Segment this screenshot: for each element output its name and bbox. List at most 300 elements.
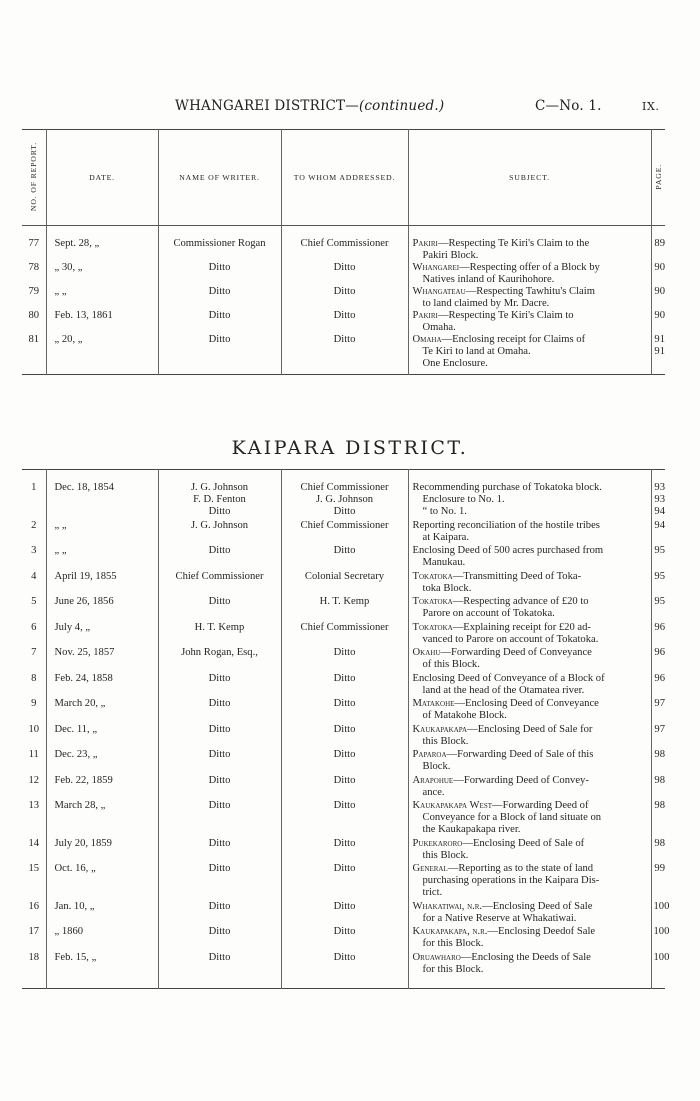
addressee (281, 520, 408, 546)
addressee (281, 775, 408, 801)
cell-line: Ditto (333, 723, 356, 735)
place-name: Pakiri (412, 310, 438, 321)
cell-line: Natives inland of Kaurihohore. (422, 274, 555, 285)
addressee (281, 596, 408, 622)
place-name: Paparoa (412, 749, 447, 760)
cell-line: to land claimed by Mr. Dacre. (422, 298, 550, 309)
report-date: March 28, „ (46, 800, 158, 838)
cell-line: Ditto (208, 900, 231, 912)
table-row (22, 520, 665, 546)
cell-line: Tokatoka—Explaining receipt for £20 ad- (412, 621, 591, 633)
table-row (22, 952, 665, 989)
cell-line: Te Kiri to land at Omaha. (422, 346, 531, 357)
table-row (22, 334, 665, 375)
report-date: Sept. 28, „ (46, 226, 158, 263)
cell-line: “ to No. 1. (422, 506, 467, 517)
cell-line: Ditto (208, 286, 231, 297)
cell-line: 91 (654, 346, 665, 357)
cell-line: Chief Commissioner (300, 482, 389, 493)
report-number: 12 (22, 775, 46, 801)
report-date: Feb. 22, 1859 (46, 775, 158, 801)
cell-line: Whangateau—Respecting Tawhitu's Claim (412, 286, 595, 297)
writer-name (158, 545, 281, 571)
cell-line: Ditto (333, 310, 356, 321)
cell-line: 96 (654, 621, 665, 633)
report-date: „ „ (46, 545, 158, 571)
report-number: 18 (22, 952, 46, 989)
col-header-subject: SUBJECT. (408, 130, 651, 226)
cell-line: of Matakohe Block. (422, 710, 507, 721)
cell-line: J. G. Johnson (190, 482, 249, 493)
subject (408, 673, 651, 699)
cell-line: Ditto (208, 262, 231, 273)
cell-line: 100 (653, 900, 670, 912)
cell-line: 95 (654, 545, 665, 556)
report-date: July 20, 1859 (46, 838, 158, 864)
writer-name (158, 749, 281, 775)
report-number: 2 (22, 520, 46, 546)
writer-name (158, 698, 281, 724)
addressee (281, 926, 408, 952)
table-row (22, 310, 665, 334)
subject (408, 901, 651, 927)
place-name: Okahu (412, 647, 441, 658)
addressee (281, 334, 408, 375)
cell-line: 95 (654, 570, 665, 582)
cell-line: Ditto (333, 749, 356, 760)
cell-line: 97 (654, 698, 665, 709)
report-date: „ 20, „ (46, 334, 158, 375)
cell-line: vanced to Parore on account of Tokatoka. (422, 633, 599, 645)
cell-line: land at the head of the Otamatea river. (422, 684, 585, 696)
place-name: Kaukapakapa, n.r. (412, 926, 488, 937)
addressee (281, 310, 408, 334)
cell-line: 89 (654, 238, 665, 249)
writer-name (158, 724, 281, 750)
subject (408, 470, 651, 520)
report-number: 10 (22, 724, 46, 750)
report-number: 77 (22, 226, 46, 263)
cell-line: Ditto (333, 800, 356, 811)
addressee (281, 470, 408, 520)
report-date: Nov. 25, 1857 (46, 647, 158, 673)
cell-line: purchasing operations in the Kaipara Dis- (422, 875, 600, 886)
page-ref (651, 545, 665, 571)
cell-line: 96 (654, 672, 665, 684)
page-ref (651, 673, 665, 699)
cell-line: Enclosure to No. 1. (422, 494, 505, 505)
report-date: June 26, 1856 (46, 596, 158, 622)
place-name: Tokatoka (412, 570, 453, 582)
writer-name (158, 800, 281, 838)
place-name: Whangateau (412, 286, 466, 297)
cell-line: Kaukapakapa—Enclosing Deed of Sale for (412, 723, 593, 735)
cell-line: Enclosing Deed of Conveyance of a Block of (412, 672, 605, 684)
cell-line: Ditto (333, 837, 356, 849)
page-ref (651, 226, 665, 263)
writer-name (158, 226, 281, 263)
cell-line: Ditto (333, 951, 356, 963)
cell-line: Pakiri—Respecting Te Kiri's Claim to the (412, 238, 590, 249)
addressee (281, 800, 408, 838)
cell-line: 98 (654, 837, 665, 849)
cell-line: 97 (654, 723, 665, 735)
cell-line: Matakohe—Enclosing Deed of Conveyance (412, 698, 599, 709)
table-row (22, 622, 665, 648)
cell-line: Ditto (208, 837, 231, 849)
cell-line: 95 (654, 596, 665, 607)
report-date: Dec. 18, 1854 (46, 470, 158, 520)
page-ref (651, 334, 665, 375)
report-date: Feb. 24, 1858 (46, 673, 158, 699)
writer-name (158, 952, 281, 989)
page-number: IX. (642, 100, 660, 113)
report-number: 79 (22, 286, 46, 310)
cell-line: Ditto (208, 774, 231, 786)
cell-line: Ditto (333, 286, 356, 297)
table-row (22, 926, 665, 952)
cell-line: H. T. Kemp (319, 596, 370, 607)
writer-name (158, 647, 281, 673)
addressee (281, 571, 408, 597)
cell-line: for a Native Reserve at Whakatiwai. (422, 912, 577, 924)
cell-line: Kaukapakapa West—Forwarding Deed of (412, 800, 589, 811)
writer-name (158, 596, 281, 622)
place-name: Matakohe (412, 698, 455, 709)
page-ref (651, 800, 665, 838)
report-date: „ 30, „ (46, 262, 158, 286)
cell-line: Omaha—Enclosing receipt for Claims of (412, 334, 586, 345)
table-row (22, 901, 665, 927)
cell-line: Ditto (208, 596, 231, 607)
table-row (22, 800, 665, 838)
page-ref (651, 926, 670, 952)
place-name: Arapohue (412, 774, 454, 786)
place-name: Whakatiwai, n.r. (412, 900, 483, 912)
cell-line: Ditto (333, 900, 356, 912)
subject (408, 800, 651, 838)
report-number: 80 (22, 310, 46, 334)
cell-line: Ditto (208, 698, 231, 709)
cell-line: Ditto (333, 672, 356, 684)
cell-line: Ditto (208, 545, 231, 556)
cell-line: Whangarei—Respecting offer of a Block by (412, 262, 600, 273)
cell-line: Ditto (333, 545, 356, 556)
place-name: Tokatoka (412, 621, 453, 633)
table-row (22, 262, 665, 286)
cell-line: John Rogan, Esq., (181, 647, 258, 658)
cell-line: Enclosing Deed of 500 acres purchased from (412, 545, 604, 556)
page-ref (651, 724, 665, 750)
cell-line: Tokatoka—Transmitting Deed of Toka- (412, 570, 582, 582)
subject (408, 596, 651, 622)
cell-line: Ditto (208, 749, 231, 760)
page-title (175, 98, 444, 114)
table-row (22, 226, 665, 263)
title-main: WHANGAREI DISTRICT— (175, 98, 359, 114)
page-ref (651, 749, 665, 775)
table-row (22, 838, 665, 864)
subject (408, 334, 651, 375)
cell-line: 91 (654, 334, 665, 345)
cell-line: 98 (654, 774, 665, 786)
page-ref (651, 838, 665, 864)
writer-name (158, 926, 281, 952)
place-name: Tokatoka (412, 596, 453, 607)
subject (408, 622, 651, 648)
report-date: Feb. 15, „ (46, 952, 158, 989)
writer-name (158, 262, 281, 286)
cell-line: Colonial Secretary (304, 570, 385, 582)
cell-line: 98 (654, 800, 665, 811)
cell-line: Ditto (333, 262, 356, 273)
subject (408, 775, 651, 801)
cell-line: 100 (653, 951, 670, 963)
addressee (281, 838, 408, 864)
addressee (281, 698, 408, 724)
cell-line: Omaha. (422, 322, 456, 333)
report-number: 1 (22, 470, 46, 520)
writer-name (158, 334, 281, 375)
cell-line: Tokatoka—Respecting advance of £20 to (412, 596, 589, 607)
cell-line: Ditto (208, 506, 231, 517)
subject (408, 310, 651, 334)
cell-line: Ditto (333, 926, 356, 937)
cell-line: Okahu—Forwarding Deed of Conveyance (412, 647, 592, 658)
place-name: Pukekaroro (412, 837, 463, 849)
report-date: April 19, 1855 (46, 571, 158, 597)
report-number: 3 (22, 545, 46, 571)
cell-line: 93 (654, 494, 665, 505)
report-number: 17 (22, 926, 46, 952)
writer-name (158, 838, 281, 864)
addressee (281, 952, 408, 989)
cell-line: Chief Commissioner (175, 570, 264, 582)
cell-line: Ditto (333, 863, 356, 874)
writer-name (158, 622, 281, 648)
cell-line: Block. (422, 761, 451, 772)
table-row (22, 775, 665, 801)
cell-line: Ditto (208, 672, 231, 684)
cell-line: Ditto (208, 334, 231, 345)
report-number: 14 (22, 838, 46, 864)
col-header-date: DATE. (46, 130, 158, 226)
page-ref (651, 775, 665, 801)
cell-line: Parore on account of Tokatoka. (422, 608, 555, 619)
cell-line: Ditto (333, 698, 356, 709)
cell-line: 94 (654, 506, 665, 517)
subject (408, 749, 651, 775)
cell-line: the Kaukapakapa river. (422, 824, 521, 835)
subject (408, 698, 651, 724)
cell-line: Arapohue—Forwarding Deed of Convey- (412, 774, 589, 786)
subject (408, 926, 651, 952)
cell-line: trict. (422, 887, 443, 898)
addressee (281, 545, 408, 571)
addressee (281, 863, 408, 901)
place-name: Whangarei (412, 262, 460, 273)
writer-name (158, 863, 281, 901)
report-date: July 4, „ (46, 622, 158, 648)
cell-line: 90 (654, 310, 665, 321)
subject (408, 520, 651, 546)
cell-line: Ditto (333, 506, 356, 517)
cell-line: Ditto (333, 334, 356, 345)
page-ref (651, 596, 665, 622)
cell-line: Pukekaroro—Enclosing Deed of Sale of (412, 837, 585, 849)
page-ref (651, 470, 665, 520)
page-ref (651, 622, 665, 648)
report-number: 7 (22, 647, 46, 673)
cell-line: Ditto (208, 863, 231, 874)
cell-line: 94 (654, 519, 665, 531)
cell-line: Paparoa—Forwarding Deed of Sale of this (412, 749, 594, 760)
page-ref (651, 262, 665, 286)
addressee (281, 673, 408, 699)
table-row (22, 596, 665, 622)
place-name: Pakiri (412, 238, 438, 249)
table-row (22, 571, 665, 597)
cell-line: Oruawharo—Enclosing the Deeds of Sale (412, 951, 591, 963)
report-date: Jan. 10, „ (46, 901, 158, 927)
writer-name (158, 286, 281, 310)
cell-line: Pakiri Block. (422, 250, 479, 261)
cell-line: Chief Commissioner (300, 238, 389, 249)
cell-line: 99 (654, 863, 665, 874)
report-date: Dec. 23, „ (46, 749, 158, 775)
report-date: Feb. 13, 1861 (46, 310, 158, 334)
cell-line: Whakatiwai, n.r.—Enclosing Deed of Sale (412, 900, 593, 912)
subject (408, 286, 651, 310)
report-number: 11 (22, 749, 46, 775)
cell-line: for this Block. (422, 938, 484, 949)
cell-line: of this Block. (422, 659, 480, 670)
paper-reference: C—No. 1. (535, 98, 602, 114)
table-row (22, 724, 665, 750)
header-row (22, 130, 665, 226)
addressee (281, 724, 408, 750)
report-date: „ „ (46, 286, 158, 310)
cell-line: Kaukapakapa, n.r.—Enclosing Deedof Sale (412, 926, 596, 937)
cell-line: Conveyance for a Block of land situate on (422, 812, 602, 823)
report-number: 5 (22, 596, 46, 622)
table-row (22, 749, 665, 775)
page-ref (651, 698, 665, 724)
cell-line: Commissioner Rogan (173, 238, 266, 249)
cell-line: Chief Commissioner (300, 621, 389, 633)
table-row (22, 286, 665, 310)
addressee (281, 286, 408, 310)
writer-name (158, 520, 281, 546)
cell-line: 90 (654, 286, 665, 297)
cell-line: Ditto (208, 800, 231, 811)
district-heading: KAIPARA DISTRICT. (231, 437, 469, 459)
report-number: 13 (22, 800, 46, 838)
cell-line: General—Reporting as to the state of land (412, 863, 594, 874)
page-ref (651, 571, 665, 597)
place-name: Omaha (412, 334, 442, 345)
cell-line: this Block. (422, 849, 469, 861)
addressee (281, 262, 408, 286)
addressee (281, 622, 408, 648)
page-ref (651, 286, 665, 310)
col-header-no: NO. OF REPORT. (22, 130, 46, 226)
subject (408, 647, 651, 673)
table-row (22, 863, 665, 901)
cell-line: for this Block. (422, 963, 484, 975)
writer-name (158, 673, 281, 699)
cell-line: Ditto (208, 926, 231, 937)
report-number: 9 (22, 698, 46, 724)
cell-line: Manukau. (422, 557, 466, 568)
cell-line: Ditto (208, 723, 231, 735)
cell-line: 96 (654, 647, 665, 658)
report-date: March 20, „ (46, 698, 158, 724)
place-name: Oruawharo (412, 951, 461, 963)
cell-line: Reporting reconciliation of the hostile tribes (412, 519, 600, 531)
subject (408, 838, 651, 864)
cell-line: 90 (654, 262, 665, 273)
writer-name (158, 775, 281, 801)
table-row (22, 698, 665, 724)
cell-line: Chief Commissioner (300, 519, 389, 531)
cell-line: J. G. Johnson (315, 494, 374, 505)
report-date: „ „ (46, 520, 158, 546)
cell-line: One Enclosure. (422, 358, 488, 369)
cell-line: at Kaipara. (422, 531, 469, 543)
report-date: Oct. 16, „ (46, 863, 158, 901)
addressee (281, 647, 408, 673)
place-name: General (412, 863, 448, 874)
page-ref (651, 900, 670, 927)
place-name: Kaukapakapa (412, 723, 468, 735)
report-number: 15 (22, 863, 46, 901)
report-number: 78 (22, 262, 46, 286)
cell-line: toka Block. (422, 582, 472, 594)
writer-name (158, 470, 281, 520)
writer-name (158, 901, 281, 927)
place-name: Kaukapakapa West (412, 800, 492, 811)
subject (408, 863, 651, 901)
cell-line: F. D. Fenton (193, 494, 246, 505)
table-row (22, 545, 665, 571)
page-ref (651, 951, 670, 989)
kaipara-table (22, 469, 670, 989)
cell-line: H. T. Kemp (194, 621, 245, 633)
subject (408, 724, 651, 750)
report-date: „ 1860 (46, 926, 158, 952)
cell-line: Ditto (333, 774, 356, 786)
page-ref (651, 863, 665, 901)
table-row (22, 470, 665, 520)
table-row (22, 647, 665, 673)
col-header-page: PAGE. (651, 130, 665, 226)
report-date: Dec. 11, „ (46, 724, 158, 750)
subject (408, 571, 651, 597)
cell-line: 100 (653, 926, 670, 937)
whangarei-table (22, 129, 665, 375)
cell-line: 98 (654, 749, 665, 760)
page-ref (651, 310, 665, 334)
addressee (281, 901, 408, 927)
report-number: 4 (22, 571, 46, 597)
page-ref (651, 647, 665, 673)
title-continued: (continued.) (358, 98, 445, 114)
report-number: 16 (22, 901, 46, 927)
writer-name (158, 310, 281, 334)
cell-line: Pakiri—Respecting Te Kiri's Claim to (412, 310, 574, 321)
report-number: 6 (22, 622, 46, 648)
